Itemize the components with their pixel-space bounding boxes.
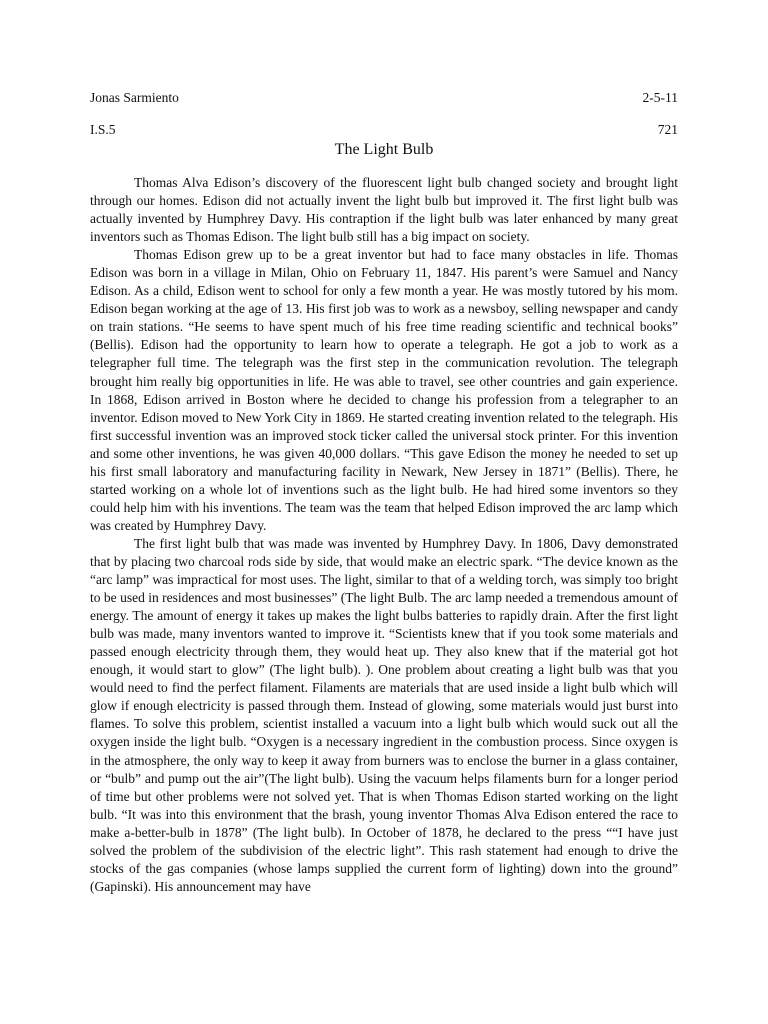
paragraph-intro: Thomas Alva Edison’s discovery of the fluorescent light bulb changed society and brought light through our homes. Edison did not actually invent the light bulb but improved it. The first light bulb was actually invented by Humphrey Davy. His contraption if the light bulb was later enhanced by many great inventors such as Thomas Edison. The light bulb still has a big impact on society. [90,175,678,245]
paragraph-first-light-bulb: The first light bulb that was made was invented by Humphrey Davy. In 1806, Davy demonstrated that by placing two charcoal rods side by side, that would make an electric spark. “The device known as the “arc lamp” was impractical for most uses. The light, similar to that of a welding torch, was simply too bright to be used in residences and most businesses” (The light Bulb. The arc lamp needed a tremendous amount of energy. The amount of energy it takes up makes the light bulbs batteries to rapidly drain. After the first light bulb was made, many inventors wanted to improve it. “Scientists knew that if you took some materials and passed enough electricity through them, they would heat up. They also knew that if the material got hot enough, it would start to glow” (The light bulb). ). One problem about creating a light bulb was that you would need to find the perfect filament. Filaments are materials that are used inside a light bulb which will glow if enough electricity is passed through them. Instead of glowing, some materials would just burst into flames. To solve this problem, scientist installed a vacuum into a light bulb which would suck out all the oxygen inside the light bulb. “Oxygen is a necessary ingredient in the combustion process. Since oxygen is in the atmosphere, the only way to keep it away from burners was to enclose the burner in a glass container, or “bulb” and pump out the air”(The light bulb). Using the vacuum helps filaments burn for a longer period of time but other problems were not solved yet. That is when Thomas Edison started working on the light bulb. “It was into this environment that the brash, young inventor Thomas Alva Edison entered the race to make a-better-bulb in 1878” (The light bulb). In October of 1878, he declared to the press ““I have just solved the problem of the subdivision of the electric light”. This rash statement had enough to drive the stocks of the gas companies (whose lamps supplied the current form of lighting) down into the ground” (Gapinski). His announcement may have [90,535,678,894]
author-name: Jonas Sarmiento [90,90,179,105]
document-title: The Light Bulb [334,141,434,158]
essay-body [90,174,678,896]
date: 2-5-11 [642,90,678,105]
class-number: 721 [657,122,678,137]
paragraph-edison-life: Thomas Edison grew up to be a great inventor but had to face many obstacles in life. Thomas Edison was born in a village in Milan, Ohio on February 11, 1847. His parent’s were Samuel and Nancy Edison. As a child, Edison went to school for only a few month a year. He was mostly tutored by his mom. Edison began working at the age of 13. His first job was to work as a newsboy, selling newspaper and candy on train stations. “He seems to have spent much of his free time reading scientific and technical books” (Bellis). Edison had the opportunity to learn how to operate a telegraph. He got a job to work as a telegrapher full time. The telegraph was the first step in the communication revolution. The telegraph brought him really big opportunities in life. He was able to travel, see other countries and gain experience. In 1868, Edison arrived in Boston where he decided to change his profession from a telegrapher to an inventor. Edison moved to New York City in 1869. He started creating invention related to the telegraph. His first successful invention was an improved stock ticker called the universal stock printer. For this invention and some other inventions, he was given 40,000 dollars. “This gave Edison the money he needed to set up his first small laboratory and manufacturing facility in Newark, New Jersey in 1871” (Bellis). There, he started working on a whole lot of inventions such as the light bulb. He had hired some inventors so they could help him with his inventions. The team was the team that helped Edison improved the arc lamp which was created by Humphrey Davy. [90,247,678,533]
class-label: I.S.5 [90,122,116,137]
